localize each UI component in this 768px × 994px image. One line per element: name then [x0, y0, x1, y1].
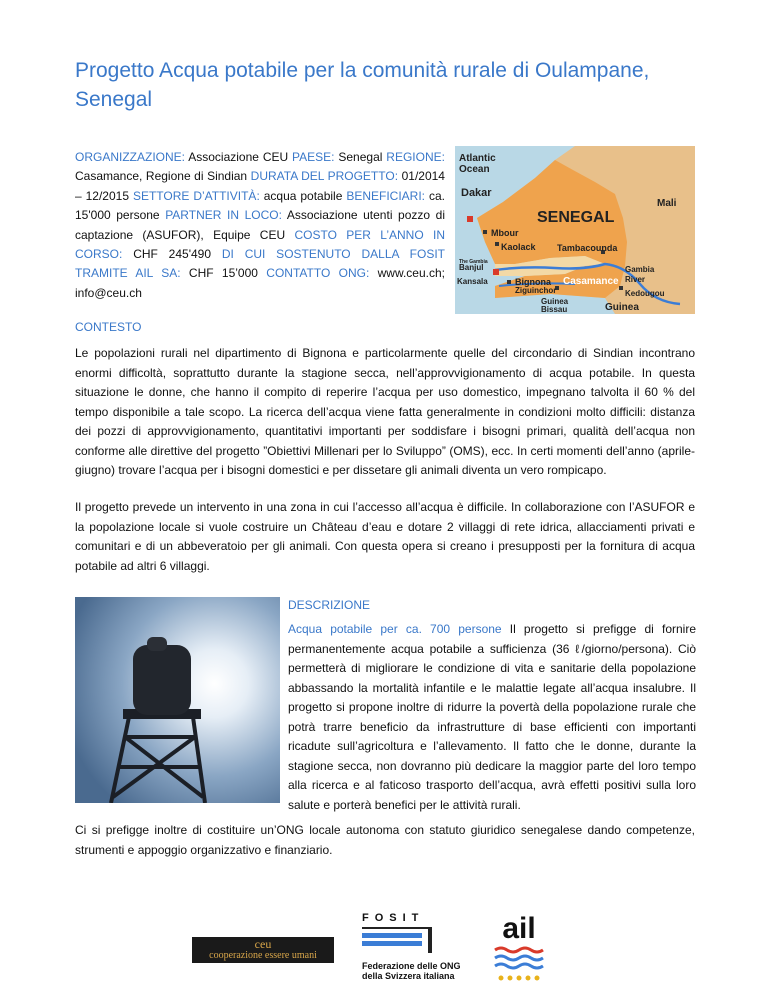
ail-logo — [493, 914, 545, 986]
contesto-heading: CONTESTO — [75, 320, 142, 334]
descrizione-paragraph — [288, 620, 696, 815]
fosit-graphic — [362, 927, 432, 953]
ceu-logo-subtitle: cooperazione essere umani — [209, 950, 317, 961]
beneficiaries-value: ca. 15'000 persone — [75, 188, 445, 223]
country-label: PAESE: — [292, 150, 335, 164]
water-tower-photo — [75, 597, 280, 803]
support-value: CHF 15’000 — [188, 266, 258, 281]
map-label: Guinea — [541, 297, 569, 306]
sector-label: SETTORE D’ATTIVITÀ: — [132, 188, 260, 203]
map-label: Guinea — [605, 302, 639, 313]
page-title: Progetto Acqua potabile per la comunità rurale di Oulampane, Senegal — [75, 59, 650, 111]
map-label: Ziguinchor — [515, 286, 557, 295]
map-label: SENEGAL — [537, 209, 615, 226]
map-label: The Gambia — [459, 259, 488, 265]
country-value: Senegal — [338, 150, 383, 164]
contesto-paragraph-1: Le popolazioni rurali nel dipartimento di Bignona e particolarmente quelle del circondario di Sindian incontrano enormi difficoltà, soprattutto durante la stagione secca, nell’approvvigionamento di acqua potabile. In questa situazione le donne, che hanno il compito di reperire l’acqua per uso domestico, impegnano talvolta il 60 % del tempo disponibile a tale scopo. La ricerca dell’acqua viene fatta generalmente in condizioni molto difficili: distanza dei pozzi di approvvigionamento, quantitativi importanti per soddisfare i bisogni primari, qualità dell’acqua non conforme alle direttive del progetto ”Obiettivi Millenari per lo Sviluppo” (OMS), ecc. In certi momenti dell’anno (aprile-giugno) trovare l’acqua per i bisogni domestici e per dissetare gli animali diventa un vero rompicapo. — [75, 346, 695, 477]
map-label: Atlantic — [459, 153, 496, 164]
sector-value: acqua potabile — [263, 188, 343, 203]
beneficiaries-label: BENEFICIARI: — [346, 188, 426, 203]
descrizione-paragraph-2: Ci si prefigge inoltre di costituire un’ONG locale autonoma con statuto giuridico senegalese dando competenze, strumenti e appoggio organizzativo e finanziario. — [75, 823, 695, 857]
ceu-logo — [192, 937, 334, 963]
cost-label: COSTO PER L’ANNO IN CORSO: — [75, 227, 445, 262]
duration-label: DURATA DEL PROGETTO: — [250, 169, 399, 184]
fosit-line2: della Svizzera italiana — [362, 971, 455, 981]
region-label: REGIONE: — [386, 150, 445, 164]
cost-value: CHF 245'490 — [133, 247, 212, 262]
map-label: Mbour — [491, 228, 519, 238]
map-label: Mali — [657, 198, 677, 209]
map-label: Banjul — [459, 263, 484, 272]
contact-label: CONTATTO ONG: — [266, 266, 370, 281]
descrizione-heading: DESCRIZIONE — [288, 598, 371, 612]
duration-value: 01/2014 – 12/2015 — [75, 169, 445, 203]
map-label: Kansala — [457, 277, 488, 286]
map-label: Kaolack — [501, 242, 536, 252]
map-label: Bissau — [541, 305, 568, 314]
descrizione-lead: Acqua potabile per ca. 700 persone — [288, 622, 502, 636]
partner-value: Associazione utenti pozzo di captazione (ASUFOR), Equipe CEU — [75, 208, 445, 242]
map-label: River — [625, 275, 646, 284]
map-label: Bignona — [515, 277, 551, 287]
fosit-logo — [362, 912, 462, 990]
fosit-wordmark: FOSIT — [362, 912, 425, 924]
map-label: Casamance — [563, 276, 619, 287]
map-label: Dakar — [461, 187, 492, 199]
ail-wordmark: ail — [502, 912, 536, 945]
org-label: ORGANIZZAZIONE: — [75, 150, 186, 164]
map-label: Kedougou — [625, 289, 665, 298]
project-info — [75, 148, 445, 303]
descrizione-body: Il progetto si prefigge di fornire permanentemente acqua potabile a sufficienza (36 ℓ/giorno/persona). Ciò permetterà di migliorare le condizione di vita e sanitarie della popolazione abbassando la mortalità infantile e le malattie legate all’acqua insalubre. Il progetto si propone inoltre di ridurre la povertà della popolazione rurale che potrà trarre beneficio da infrastrutture di base efficienti con importanti ricadute sull’agricoltura e l’allevamento. Il fatto che le donne, durante la stagione secca, non dovranno più dedicare la maggior parte del loro tempo alla ricerca e al faticoso trasporto dell’acqua, avrà effetti positivi sulla loro salute e porterà benefici per le attività rurali. — [288, 622, 696, 812]
map-label: Gambia — [625, 265, 655, 274]
support-label: DI CUI SOSTENUTO DALLA FOSIT TRAMITE AIL SA: — [75, 247, 445, 281]
ail-graphic — [493, 944, 545, 984]
map-label: Ocean — [459, 164, 490, 175]
fosit-line1: Federazione delle ONG — [362, 961, 461, 971]
contact-value: www.ceu.ch; info@ceu.ch — [75, 266, 445, 300]
contesto-paragraph-2: Il progetto prevede un intervento in una zona in cui l’accesso all’acqua è difficile. In collaborazione con l’ASUFOR e la popolazione locale si vuole costruire un Château d’eau e dotare 2 villaggi di rete idrica, allacciamenti privati e comunitari e di un abbeveratoio per gli animali. Con questa opera si creano i presupposti per la fornitura di acqua potabile ad altri 6 villaggi. — [75, 500, 695, 573]
partner-label: PARTNER IN LOCO: — [165, 208, 282, 223]
map-label: Tambacounda — [557, 243, 618, 253]
region-value: Casamance, Regione di Sindian — [75, 169, 248, 184]
org-value: Associazione CEU — [188, 150, 289, 164]
senegal-map — [455, 146, 695, 314]
ceu-logo-title: ceu — [254, 937, 272, 951]
